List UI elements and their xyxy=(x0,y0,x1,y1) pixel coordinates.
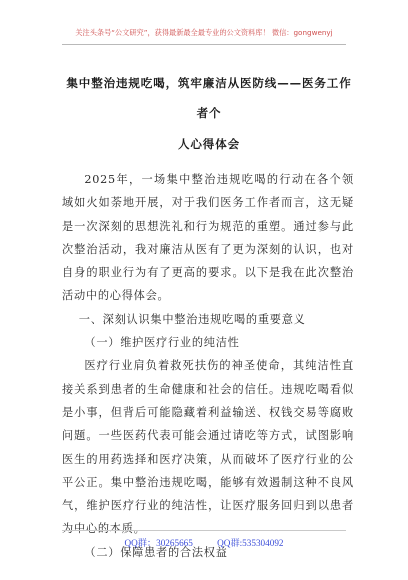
section-heading: 一、深刻认识集中整治违规吃喝的重要意义 xyxy=(78,312,306,326)
document-title xyxy=(62,68,356,159)
intro-paragraph: 2025年，一场集中整治违规吃喝的行动在各个领域如火如荼地开展，对于我们医务工作者而言，这无疑是一次深刻的思想洗礼和行为规范的重塑。通过参与此次整治活动，我对廉洁从医有了更为深刻的认识，也对自身的职业行为有了更高的要求。以下是我在此次整治活动中的心得体会。 xyxy=(62,173,354,303)
document-body xyxy=(62,168,354,564)
header-banner: 关注头条号“公文研究”，获得最新最全最专业的公文资料库！ 微信：gongwenyj xyxy=(75,28,333,37)
title-line-2: 人心得体会 xyxy=(178,137,240,151)
footer-qq-group-1: QQ群：30265665 xyxy=(124,538,193,548)
subsection-heading: （一）维护医疗行业的纯洁性 xyxy=(84,336,240,350)
header-divider xyxy=(62,44,346,45)
title-line-1: 集中整治违规吃喝，筑牢廉洁从医防线——医务工作者个 xyxy=(66,76,352,120)
footer-divider xyxy=(62,530,346,531)
footer-qq-group-2: QQ群:535304092 xyxy=(217,538,284,548)
subsection-heading: （二）保障患者的合法权益 xyxy=(84,545,228,559)
body-paragraph: 医疗行业肩负着救死扶伤的神圣使命，其纯洁性直接关系到患者的生命健康和社会的信任。违规吃喝看似是小事，但背后可能隐藏着利益输送、权钱交易等腐败问题。一些医药代表可能会通过请吃等方式，试图影响医生的用药选择和医疗决策，从而破坏了医疗行业的公平公正。集中整治违规吃喝，能够有效遏制这种不良风气，维护医疗行业的纯洁性，让医疗服务回归到以患者为中心的本质。 xyxy=(62,359,354,536)
footer-contacts xyxy=(0,535,408,549)
